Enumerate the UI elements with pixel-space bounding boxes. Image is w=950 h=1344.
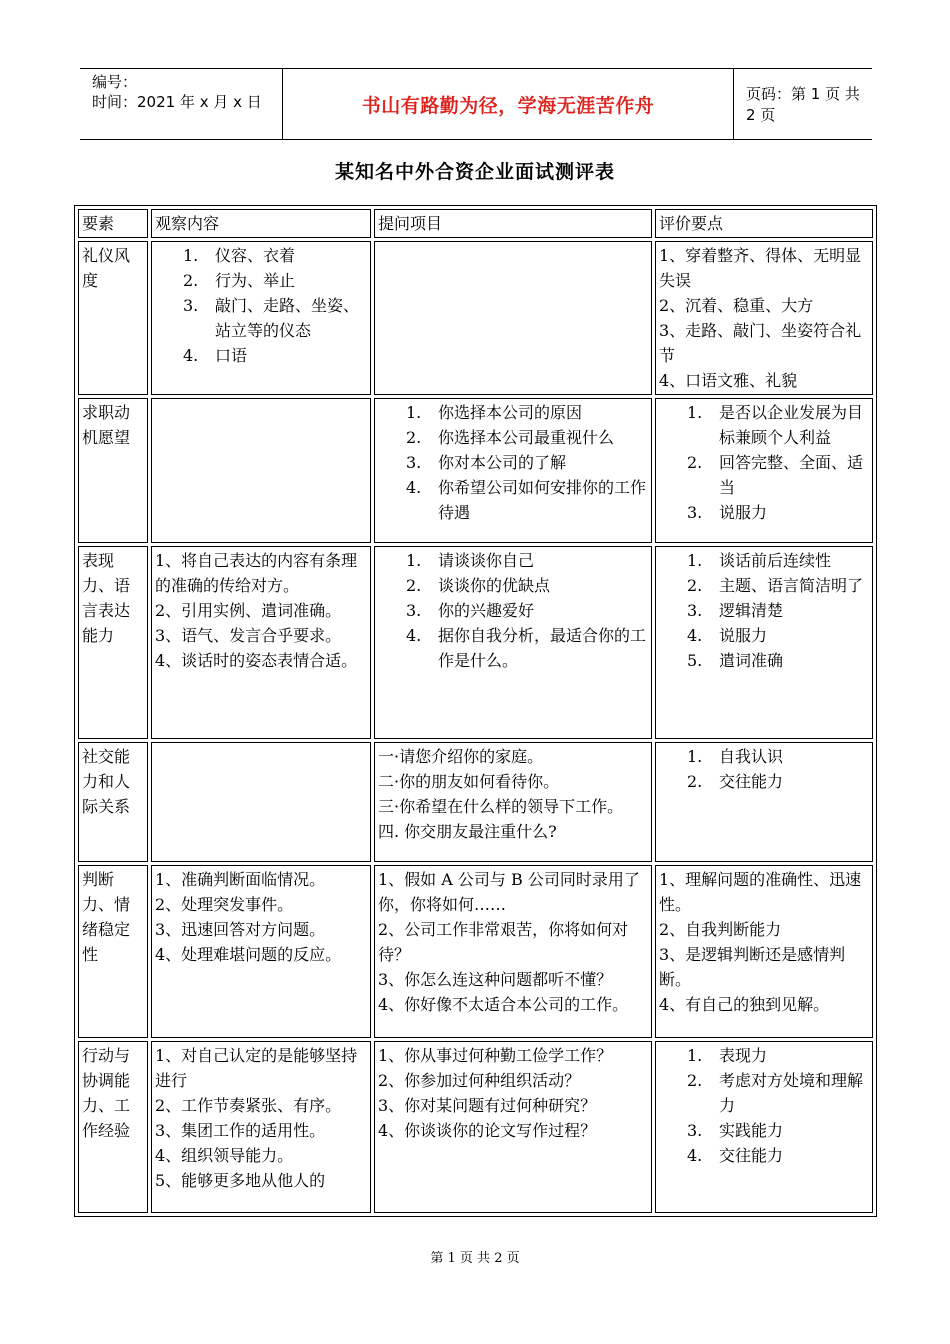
number-label: 编号： — [92, 73, 138, 91]
numbered-list — [378, 400, 648, 525]
list-item — [378, 400, 648, 425]
page-footer: 第 1 页 共 2 页 — [430, 1251, 520, 1266]
evaluation-table — [74, 205, 877, 1217]
text-line: 3、语气、发言合乎要求。 — [155, 626, 342, 645]
list-number: 4. — [406, 478, 422, 497]
list-number: 5. — [687, 651, 703, 670]
column-header: 观察内容 — [151, 209, 371, 238]
document-header — [80, 68, 872, 140]
list-item-text: 据你自我分析，最适合你的工作是什么。 — [438, 626, 647, 670]
text-line: 三·你希望在什么样的领导下工作。 — [378, 797, 624, 816]
numbered-list — [155, 243, 367, 368]
list-number: 3. — [687, 601, 703, 620]
text-line: 2、公司工作非常艰苦，你将如何对待？ — [378, 920, 629, 964]
list-item-text: 口语 — [215, 346, 248, 365]
table-header-row — [78, 209, 873, 238]
list-item-text: 遣词准确 — [719, 651, 784, 670]
text-line: 3、是逻辑判断还是感情判断。 — [659, 945, 846, 989]
list-number: 1. — [687, 1046, 703, 1065]
list-item — [155, 343, 367, 368]
list-item-text: 是否以企业发展为目标兼顾个人利益 — [719, 403, 864, 447]
header-motto-cell — [282, 69, 734, 139]
list-number: 2. — [406, 576, 422, 595]
list-number: 4. — [183, 346, 199, 365]
list-number: 4. — [687, 626, 703, 645]
list-item-text: 敲门、走路、坐姿、站立等的仪态 — [215, 296, 360, 340]
list-item-text: 你选择本公司最重视什么 — [438, 428, 615, 447]
list-item — [659, 744, 869, 769]
table-row — [78, 398, 873, 543]
list-number: 2. — [687, 453, 703, 472]
list-item — [659, 1043, 869, 1068]
text-line: 1、穿着整齐、得体、无明显失误 — [659, 246, 862, 290]
date-label: 时间：2021 年 x 月 x 日 — [92, 93, 262, 111]
column-header: 评价要点 — [655, 209, 873, 238]
list-number: 2. — [406, 428, 422, 447]
list-number: 4. — [406, 626, 422, 645]
text-line: 1、准确判断面临情况。 — [155, 870, 326, 889]
list-item-text: 交往能力 — [719, 1146, 784, 1165]
observe-cell — [151, 742, 371, 862]
list-item-text: 考虑对方处境和理解力 — [719, 1071, 864, 1115]
list-item — [659, 500, 869, 525]
questions-cell — [374, 241, 652, 395]
list-item-text: 谈谈你的优缺点 — [438, 576, 551, 595]
numbered-list — [378, 548, 648, 673]
list-item — [378, 548, 648, 573]
list-item-text: 谈话前后连续性 — [719, 551, 832, 570]
list-number: 3. — [183, 296, 199, 315]
numbered-list — [659, 744, 869, 794]
list-item — [378, 598, 648, 623]
list-item-text: 你选择本公司的原因 — [438, 403, 583, 422]
eval-cell — [655, 546, 873, 739]
text-line: 1、理解问题的准确性、迅速性。 — [659, 870, 862, 914]
page-title: 某知名中外合资企业面试测评表 — [334, 161, 615, 183]
list-number: 2. — [687, 576, 703, 595]
list-item-text: 请谈谈你自己 — [438, 551, 535, 570]
list-item — [155, 243, 367, 268]
text-line: 4、你好像不太适合本公司的工作。 — [378, 995, 629, 1014]
text-line: 3、集团工作的适用性。 — [155, 1121, 326, 1140]
list-number: 1. — [687, 551, 703, 570]
text-line: 4、口语文雅、礼貌 — [659, 371, 798, 390]
list-item — [659, 769, 869, 794]
column-header: 要素 — [78, 209, 148, 238]
list-item — [659, 548, 869, 573]
observe-cell — [151, 241, 371, 395]
list-number: 1. — [406, 403, 422, 422]
list-item — [378, 623, 648, 673]
list-item-text: 自我认识 — [719, 747, 784, 766]
questions-cell — [374, 1041, 652, 1213]
list-item-text: 交往能力 — [719, 772, 784, 791]
factor-cell: 礼仪风度 — [78, 241, 148, 395]
list-item — [155, 268, 367, 293]
numbered-list — [659, 1043, 869, 1168]
list-number: 4. — [687, 1146, 703, 1165]
table-row — [78, 241, 873, 395]
numbered-list — [659, 548, 869, 673]
text-line: 4、处理难堪问题的反应。 — [155, 945, 342, 964]
text-line: 3、走路、敲门、坐姿符合礼节 — [659, 321, 862, 365]
list-item-text: 说服力 — [719, 626, 768, 645]
eval-cell — [655, 398, 873, 543]
list-item-text: 仪容、衣着 — [215, 246, 296, 265]
list-item — [659, 1143, 869, 1168]
list-number: 3. — [687, 1121, 703, 1140]
text-line: 1、对自己认定的是能够坚持进行 — [155, 1046, 358, 1090]
questions-cell — [374, 398, 652, 543]
table-row — [78, 742, 873, 862]
list-number: 1. — [687, 747, 703, 766]
list-item — [659, 623, 869, 648]
factor-cell: 表现力、语言表达能力 — [78, 546, 148, 739]
list-item — [659, 573, 869, 598]
text-line: 1、假如 A 公司与 B 公司同时录用了你，你将如何…… — [378, 870, 640, 914]
text-line: 4、你谈谈你的论文写作过程？ — [378, 1121, 597, 1140]
text-line: 4、组织领导能力。 — [155, 1146, 294, 1165]
observe-cell — [151, 546, 371, 739]
text-line: 2、沉着、稳重、大方 — [659, 296, 814, 315]
list-item-text: 说服力 — [719, 503, 768, 522]
text-line: 2、工作节奏紧张、有序。 — [155, 1096, 342, 1115]
table-row — [78, 546, 873, 739]
factor-cell: 求职动机愿望 — [78, 398, 148, 543]
list-number: 2. — [687, 1071, 703, 1090]
list-item-text: 逻辑清楚 — [719, 601, 784, 620]
list-number: 1. — [687, 403, 703, 422]
text-line: 2、你参加过何种组织活动？ — [378, 1071, 581, 1090]
text-line: 一·请您介绍你的家庭。 — [378, 747, 544, 766]
table-row — [78, 1041, 873, 1213]
list-item — [378, 573, 648, 598]
list-number: 2. — [183, 271, 199, 290]
text-line: 5、能够更多地从他人的 — [155, 1171, 326, 1190]
list-item — [659, 598, 869, 623]
questions-cell — [374, 546, 652, 739]
text-line: 2、自我判断能力 — [659, 920, 782, 939]
text-line: 4、有自己的独到见解。 — [659, 995, 830, 1014]
text-line: 3、迅速回答对方问题。 — [155, 920, 326, 939]
header-page-cell — [734, 69, 872, 139]
list-item — [659, 400, 869, 450]
list-number: 1. — [406, 551, 422, 570]
list-item-text: 行为、举止 — [215, 271, 296, 290]
text-line: 4、谈话时的姿态表情合适。 — [155, 651, 358, 670]
list-item-text: 你的兴趣爱好 — [438, 601, 535, 620]
list-item-text: 表现力 — [719, 1046, 768, 1065]
text-line: 2、引用实例、遣词准确。 — [155, 601, 342, 620]
header-meta — [80, 69, 282, 139]
list-number: 3. — [406, 601, 422, 620]
text-line: 3、你怎么连这种问题都听不懂？ — [378, 970, 613, 989]
table-row — [78, 865, 873, 1038]
factor-cell: 行动与协调能力、工作经验 — [78, 1041, 148, 1213]
text-line: 1、你从事过何种勤工俭学工作？ — [378, 1046, 613, 1065]
list-item — [659, 1068, 869, 1118]
list-item-text: 回答完整、全面、适当 — [719, 453, 864, 497]
list-number: 3. — [406, 453, 422, 472]
observe-cell — [151, 1041, 371, 1213]
eval-cell — [655, 865, 873, 1038]
list-item — [659, 450, 869, 500]
column-header: 提问项目 — [374, 209, 652, 238]
observe-cell — [151, 398, 371, 543]
factor-cell: 判断力、情绪稳定性 — [78, 865, 148, 1038]
eval-cell — [655, 241, 873, 395]
list-item — [155, 293, 367, 343]
list-item-text: 主题、语言简洁明了 — [719, 576, 864, 595]
list-item-text: 你对本公司的了解 — [438, 453, 567, 472]
list-number: 3. — [687, 503, 703, 522]
questions-cell — [374, 865, 652, 1038]
list-number: 2. — [687, 772, 703, 791]
eval-cell — [655, 742, 873, 862]
list-item — [378, 475, 648, 525]
text-line: 二·你的朋友如何看待你。 — [378, 772, 560, 791]
list-item — [378, 425, 648, 450]
motto-text: 书山有路勤为径，学海无涯苦作舟 — [361, 94, 655, 117]
text-line: 2、处理突发事件。 — [155, 895, 294, 914]
eval-cell — [655, 1041, 873, 1213]
numbered-list — [659, 400, 869, 525]
text-line: 3、你对某问题有过何种研究？ — [378, 1096, 597, 1115]
observe-cell — [151, 865, 371, 1038]
list-number: 1. — [183, 246, 199, 265]
list-item — [378, 450, 648, 475]
text-line: 四. 你交朋友最注重什么? — [378, 822, 557, 841]
list-item — [659, 1118, 869, 1143]
page-label: 页码：第 1 页 共 2 页 — [746, 85, 860, 124]
questions-cell — [374, 742, 652, 862]
list-item-text: 你希望公司如何安排你的工作待遇 — [438, 478, 647, 522]
list-item-text: 实践能力 — [719, 1121, 784, 1140]
list-item — [659, 648, 869, 673]
factor-cell: 社交能力和人际关系 — [78, 742, 148, 862]
text-line: 1、将自己表达的内容有条理的准确的传给对方。 — [155, 551, 358, 595]
